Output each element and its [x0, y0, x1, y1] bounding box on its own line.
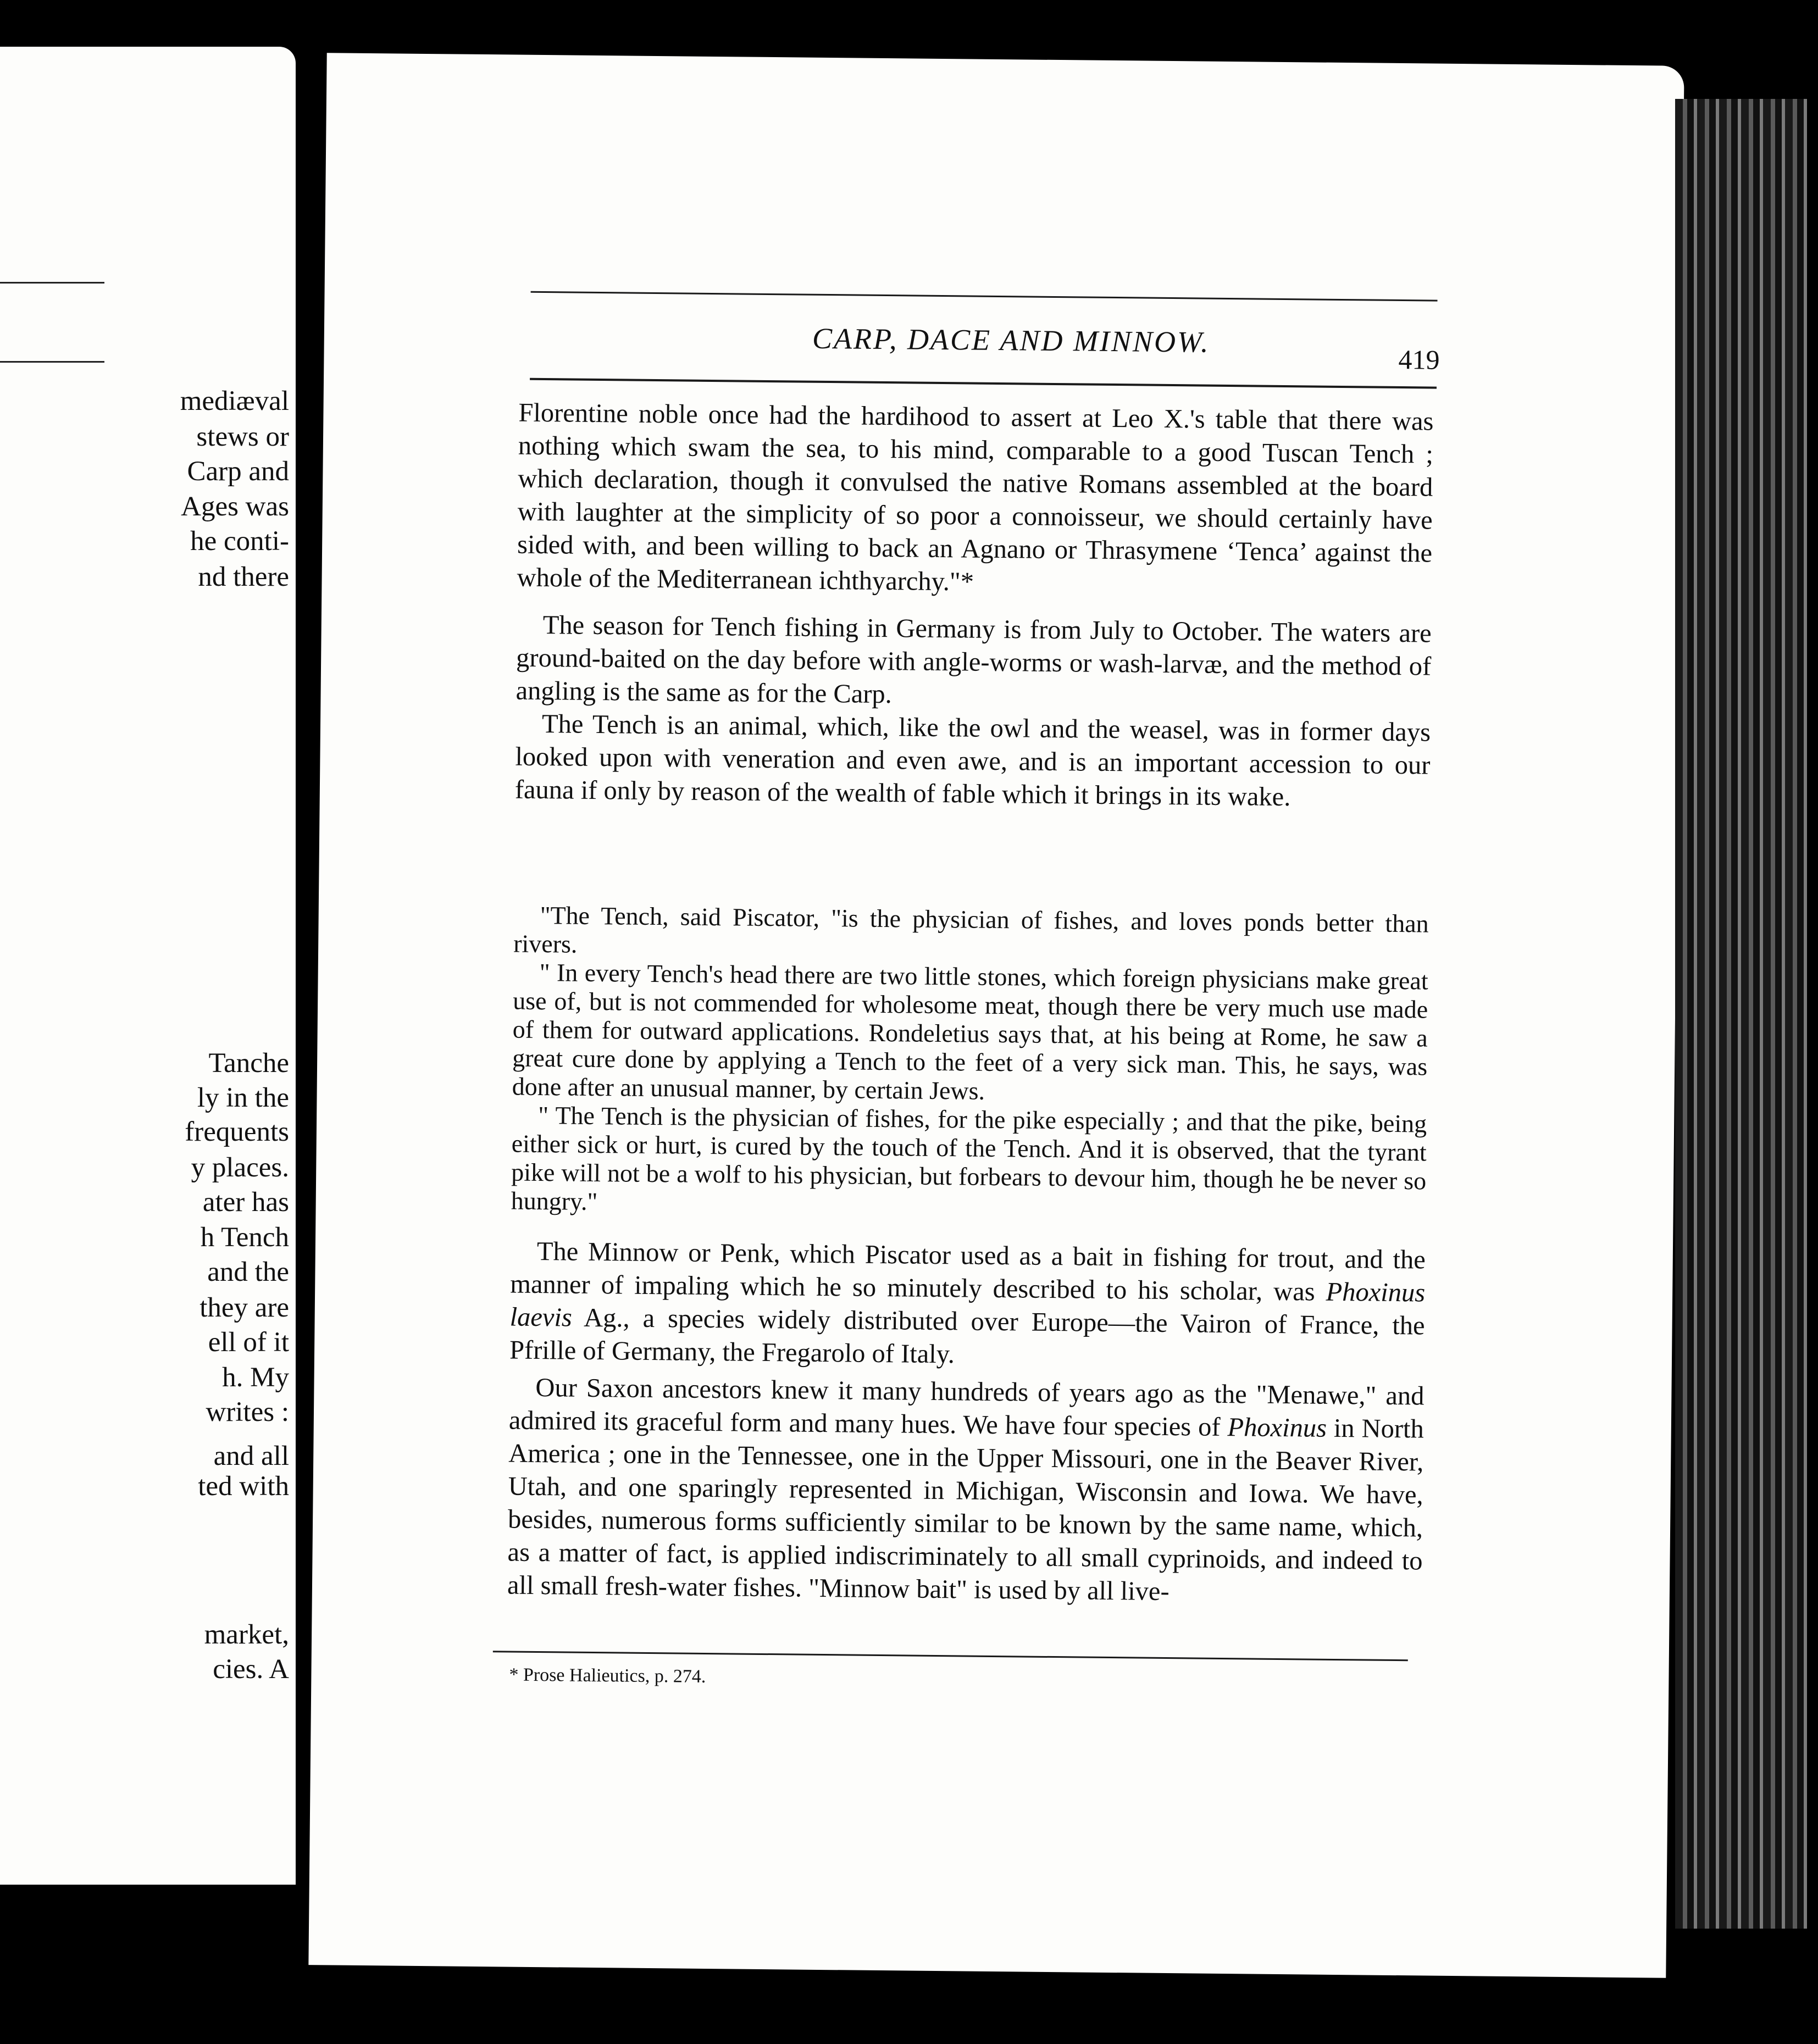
facing-page-line: writes : — [206, 1397, 289, 1428]
page-number: 419 — [1398, 343, 1440, 375]
facing-page-line: h. My — [222, 1362, 289, 1393]
facing-page-line: ted with — [198, 1471, 289, 1502]
facing-page-second-rule — [0, 361, 104, 363]
saxon-paragraph: Our Saxon ancestors knew it many hundreds of years ago as the "Menawe," and admired its graceful form and many hues. We have four species of Phoxinus in North America ; one in the Tennessee, one in the Upper Missouri, one in the Beaver River, Utah, and one sparingly represented in Michigan, Wisconsin and Iowa. We have, besides, numerous forms sufficiently similar to be known by the same name, which, as a matter of fact, is applied indiscriminately to all small cyprinoids, and indeed to all small fresh-water fishes. "Minnow bait" is used by all live- — [507, 1373, 1425, 1607]
facing-page-line: market, — [204, 1619, 289, 1650]
facing-page-line: they are — [199, 1292, 289, 1323]
facing-page-line: stews or — [196, 421, 289, 452]
continued-paragraph: Florentine noble once had the hardihood to assert at Leo X.'s table that there was nothing which swam the sea, to his mind, comparable to a good Tuscan Tench ; which declaration, though it convulsed the native Romans assembled at the board with laughter at the simplicity of so poor a connoisseur, we should certainly have sided with, and been willing to back an Agnano or Thrasymene ‘Tenca’ against the whole of the Mediterranean ichthyarchy."* — [517, 398, 1434, 597]
page-edges — [1675, 99, 1810, 1929]
facing-page-line: mediæval — [180, 386, 289, 416]
facing-page-line: frequents — [185, 1117, 289, 1147]
facing-page-line: cies. A — [213, 1654, 289, 1685]
facing-page-line: y places. — [191, 1152, 289, 1183]
genus-name: Phoxinus — [1227, 1413, 1327, 1443]
book-page — [308, 53, 1684, 1978]
minnow-paragraph: The Minnow or Penk, which Piscator used as a bait in fishing for trout, and the manner of impaling which he so minutely described to his scholar, was Phoxinus laevis Ag., a species widely distributed over Europe—the Vairon of France, the Pfrille of Germany, the Fregarolo of Italy. — [509, 1236, 1426, 1369]
species-name: Phoxinus laevis — [509, 1277, 1426, 1332]
quote-line: "The Tench, said Piscator, "is the physician of fishes, and loves ponds better than rivers. — [513, 901, 1429, 958]
facing-page-line: Carp and — [187, 456, 289, 487]
facing-page-line: he conti- — [190, 526, 289, 557]
tench-season-paragraph: The season for Tench fishing in Germany is from July to October. The waters are ground-baited on the day before with angle-worms or wash-larvæ, and the method of angling is the same as for the Carp. — [516, 610, 1432, 709]
facing-page-line: Ages was — [181, 491, 289, 522]
facing-page-line: Tanche — [208, 1048, 289, 1079]
quote-line: " The Tench is the physician of fishes, for the pike especially ; and that the pike, being either sick or hurt, is cured by the touch of the Tench. And it is observed, that the tyrant pike will not be a wolf to his physician, but forbears to devour him, though he be never so hungry." — [511, 1101, 1427, 1216]
running-head: CARP, DACE AND MINNOW. — [812, 321, 1210, 359]
footnote-rule — [493, 1651, 1408, 1661]
piscator-quotation — [511, 901, 1428, 1224]
body-text-lower — [507, 1235, 1426, 1611]
facing-page-line: nd there — [198, 562, 289, 592]
facing-page — [0, 47, 296, 1885]
quote-line: " In every Tench's head there are two little stones, which foreign physicians make great use of, but is not commended for wholesome meat, though there be very much use made of them for outward applications. Rondeletius says that, at his being at Rome, he saw a great cure done by applying a Tench to the feet of a very sick man. This, he says, was done after an unusual manner, by certain Jews. — [512, 958, 1428, 1105]
facing-page-line: h Tench — [200, 1222, 289, 1253]
body-text-upper — [515, 397, 1434, 815]
facing-page-line: and all — [213, 1441, 289, 1471]
header-top-rule — [531, 291, 1438, 302]
facing-page-line: ater has — [202, 1187, 289, 1218]
footnote: * Prose Halieutics, p. 274. — [509, 1664, 706, 1687]
facing-page-top-rule — [0, 282, 104, 284]
facing-page-line: ly in the — [197, 1082, 289, 1113]
facing-page-line: ell of it — [208, 1327, 289, 1358]
tench-fable-paragraph: The Tench is an animal, which, like the owl and the weasel, was in former days looked upon with veneration and even awe, and is an important accession to our fauna if only by reason of the wealth of fable which it brings in its wake. — [514, 709, 1431, 812]
header-bottom-rule — [530, 378, 1437, 389]
facing-page-line: and the — [207, 1257, 289, 1287]
